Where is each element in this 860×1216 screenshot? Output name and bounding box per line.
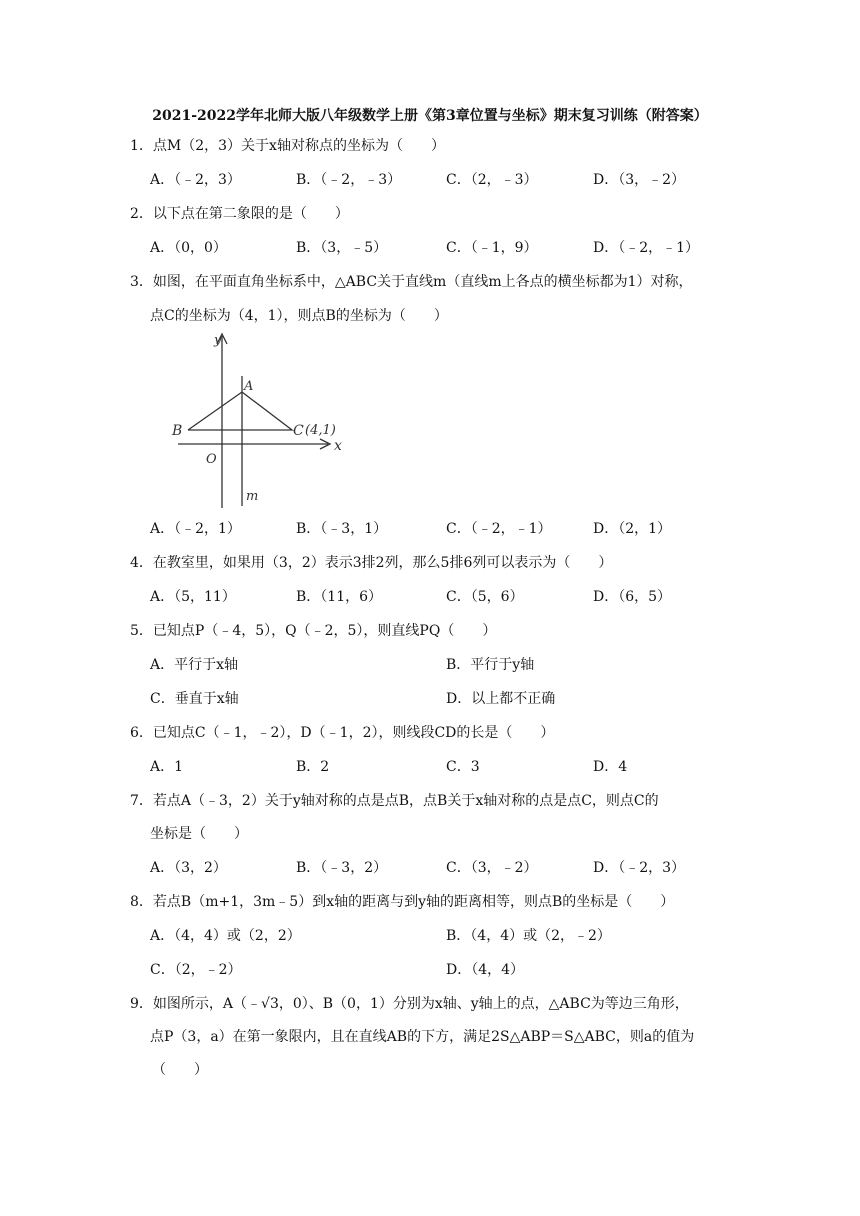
q8-option-d: D．（4，4）: [446, 962, 525, 978]
q2-option-a: A．（0，0）: [150, 240, 227, 256]
question-7-stem-line1: 7．若点A（﹣3，2）关于y轴对称的点是点B，点B关于x轴对称的点是点C，则点C的: [130, 793, 659, 809]
origin-label: O: [206, 452, 217, 467]
question-9-stem-line1: 9．如图所示，A（﹣√3，0）、B（0，1）分别为x轴、y轴上的点，△ABC为等边三角形，: [130, 996, 689, 1012]
q6-option-b: B．2: [296, 759, 330, 775]
question-3-stem-line2: 点C的坐标为（4，1），则点B的坐标为（ ）: [150, 308, 448, 324]
q6-option-c: C．3: [446, 759, 480, 775]
question-3-stem-line1: 3．如图，在平面直角坐标系中，△ABC关于直线m（直线m上各点的横坐标都为1）对称，: [130, 274, 693, 290]
q3-option-a: A．（﹣2，1）: [150, 521, 241, 537]
x-axis-label: x: [334, 438, 342, 454]
q3-option-b: B．（﹣3，1）: [296, 521, 388, 537]
q4-option-c: C．（5，6）: [446, 589, 524, 605]
q7-option-c: C．（3，﹣2）: [446, 860, 538, 876]
question-7-stem-line2: 坐标是（ ）: [150, 826, 248, 842]
coordinate-figure: [160, 328, 360, 513]
question-1-stem: 1．点M（2，3）关于x轴对称点的坐标为（ ）: [130, 138, 445, 154]
q8-option-a: A．（4，4）或（2，2）: [150, 928, 301, 944]
q2-option-c: C．（﹣1，9）: [446, 240, 538, 256]
triangle-abc: [188, 392, 292, 430]
q8-option-b: B．（4，4）或（2，﹣2）: [446, 928, 611, 944]
q7-option-a: A．（3，2）: [150, 860, 227, 876]
q6-option-a: A．1: [150, 759, 184, 775]
y-axis-label: y: [214, 333, 222, 348]
question-9-stem-line3: （ ）: [152, 1062, 208, 1078]
q4-option-b: B．（11，6）: [296, 589, 383, 605]
q1-option-c: C．（2，﹣3）: [446, 172, 538, 188]
q3-option-c: C．（﹣2，﹣1）: [446, 521, 552, 537]
question-6-stem: 6．已知点C（﹣1，﹣2），D（﹣1，2），则线段CD的长是（ ）: [130, 725, 555, 741]
q5-option-c: C．垂直于x轴: [150, 691, 239, 707]
question-9-stem-line2: 点P（3，a）在第一象限内，且在直线AB的下方，满足2S△ABP＝S△ABC，则a的值为: [150, 1029, 695, 1045]
question-8-stem: 8．若点B（m+1，3m﹣5）到x轴的距离与到y轴的距离相等，则点B的坐标是（ ）: [130, 894, 675, 910]
q7-option-d: D．（﹣2，3）: [593, 860, 686, 876]
q8-option-c: C．（2，﹣2）: [150, 962, 242, 978]
document-title: 2021-2022学年北师大版八年级数学上册《第3章位置与坐标》期末复习训练（附答案）: [152, 108, 708, 124]
q4-option-d: D．（6，5）: [593, 589, 672, 605]
line-m-label: m: [246, 489, 259, 504]
q4-option-a: A．（5，11）: [150, 589, 236, 605]
q1-option-a: A．（﹣2，3）: [150, 172, 241, 188]
q1-option-b: B．（﹣2，﹣3）: [296, 172, 402, 188]
q7-option-b: B．（﹣3，2）: [296, 860, 388, 876]
question-5-stem: 5．已知点P（﹣4，5），Q（﹣2，5），则直线PQ（ ）: [130, 623, 497, 639]
q5-option-d: D．以上都不正确: [446, 691, 556, 707]
question-4-stem: 4．在教室里，如果用（3，2）表示3排2列，那么5排6列可以表示为（ ）: [130, 555, 613, 571]
q3-option-d: D．（2，1）: [593, 521, 672, 537]
q1-option-d: D．（3，﹣2）: [593, 172, 686, 188]
q2-option-b: B．（3，﹣5）: [296, 240, 388, 256]
point-a-label: A: [244, 379, 254, 394]
q6-option-d: D．4: [593, 759, 628, 775]
point-b-label: B: [172, 423, 183, 439]
q5-option-b: B．平行于y轴: [446, 657, 535, 673]
q2-option-d: D．（﹣2，﹣1）: [593, 240, 700, 256]
q5-option-a: A．平行于x轴: [150, 657, 239, 673]
question-2-stem: 2．以下点在第二象限的是（ ）: [130, 206, 349, 222]
point-c-coord: (4,1): [305, 423, 336, 438]
point-c-label: C: [293, 423, 304, 439]
